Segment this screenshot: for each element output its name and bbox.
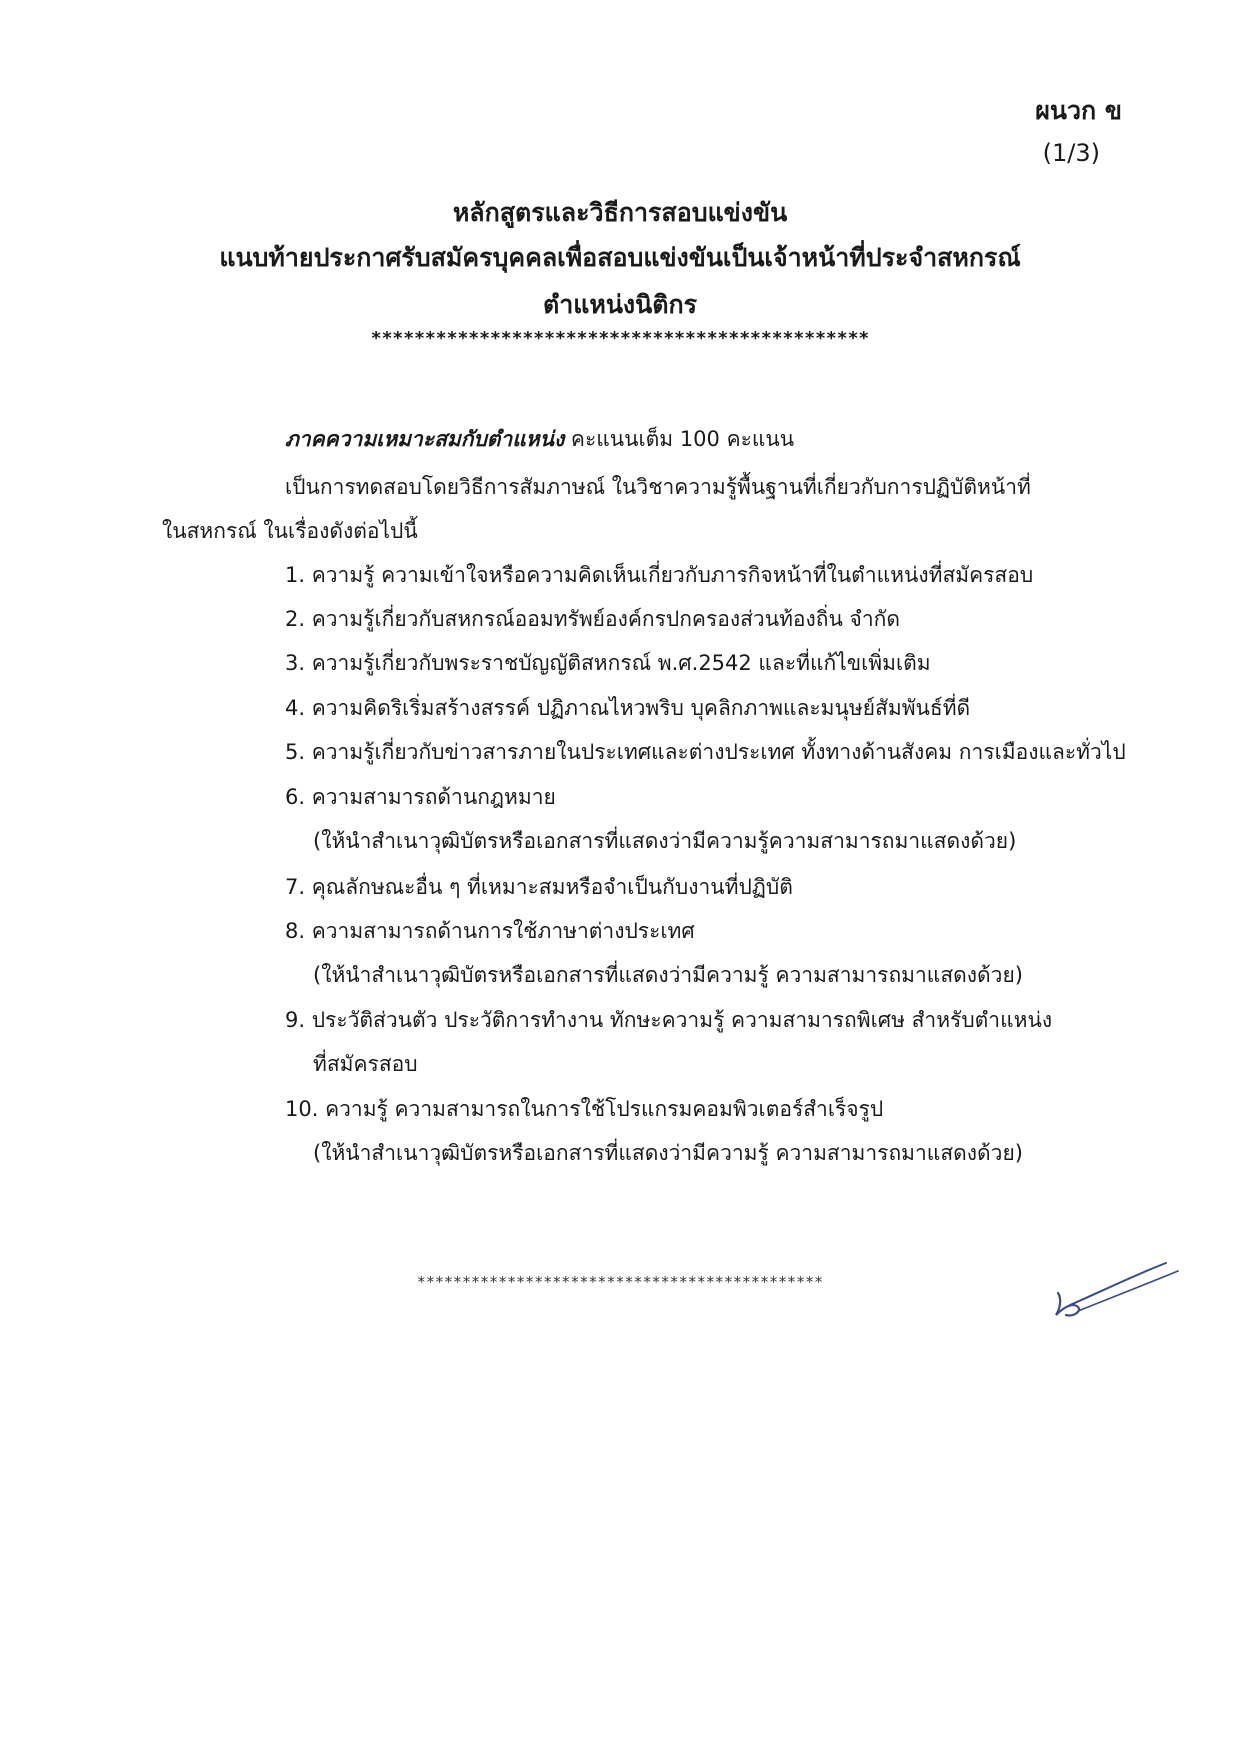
list-item: 2. ความรู้เกี่ยวกับสหกรณ์ออมทรัพย์องค์กรปกครองส่วนท้องถิ่น จำกัด: [285, 607, 900, 631]
list-item-note: (ให้นำสำเนาวุฒิบัตรหรือเอกสารที่แสดงว่ามีความรู้ ความสามารถมาแสดงด้วย): [313, 963, 1023, 987]
list-item: 9. ประวัติส่วนตัว ประวัติการทำงาน ทักษะความรู้ ความสามารถพิเศษ สำหรับตำแหน่ง: [285, 1008, 1053, 1032]
section-heading: [285, 423, 794, 456]
list-item-continuation: ที่สมัครสอบ: [313, 1052, 418, 1076]
document-title: หลักสูตรและวิธีการสอบแข่งขัน: [452, 198, 788, 227]
section-score: คะแนนเต็ม 100 คะแนน: [570, 427, 795, 451]
signature-image: [1048, 1255, 1183, 1325]
list-item: 1. ความรู้ ความเข้าใจหรือความคิดเห็นเกี่ยวกับภารกิจหน้าที่ในตำแหน่งที่สมัครสอบ: [285, 563, 1034, 587]
list-item: 4. ความคิดริเริ่มสร้างสรรค์ ปฏิภาณไหวพริบ บุคลิกภาพและมนุษย์สัมพันธ์ที่ดี: [285, 696, 971, 720]
list-item-note: (ให้นำสำเนาวุฒิบัตรหรือเอกสารที่แสดงว่ามีความรู้ความสามารถมาแสดงด้วย): [313, 829, 1017, 853]
intro-line-1: เป็นการทดสอบโดยวิธีการสัมภาษณ์ ในวิชาความรู้พื้นฐานที่เกี่ยวกับการปฏิบัติหน้าที่: [285, 475, 1031, 499]
position-title: ตำแหน่งนิติกร: [542, 290, 698, 319]
section-heading-label: ภาคความเหมาะสมกับตำแหน่ง: [285, 427, 565, 451]
list-item: 5. ความรู้เกี่ยวกับข่าวสารภายในประเทศและต่างประเทศ ทั้งทางด้านสังคม การเมืองและทั่วไป: [285, 740, 1126, 764]
page-number: (1/3): [1042, 139, 1100, 167]
list-item: 10. ความรู้ ความสามารถในการใช้โปรแกรมคอมพิวเตอร์สำเร็จรูป: [285, 1097, 884, 1121]
separator-top: **********************************************: [370, 328, 870, 349]
list-item: 8. ความสามารถด้านการใช้ภาษาต่างประเทศ: [285, 919, 695, 943]
annex-label: ผนวก ข: [1035, 96, 1122, 125]
list-item: 6. ความสามารถด้านกฎหมาย: [285, 785, 556, 809]
document-subtitle: แนบท้ายประกาศรับสมัครบุคคลเพื่อสอบแข่งขันเป็นเจ้าหน้าที่ประจำสหกรณ์: [219, 243, 1021, 272]
intro-line-2: ในสหกรณ์ ในเรื่องดังต่อไปนี้: [162, 519, 418, 543]
separator-bottom: *********************************************: [416, 1273, 824, 1291]
list-item: 7. คุณลักษณะอื่น ๆ ที่เหมาะสมหรือจำเป็นกับงานที่ปฏิบัติ: [285, 875, 793, 899]
list-item-note: (ให้นำสำเนาวุฒิบัตรหรือเอกสารที่แสดงว่ามีความรู้ ความสามารถมาแสดงด้วย): [313, 1141, 1023, 1165]
list-item: 3. ความรู้เกี่ยวกับพระราชบัญญัติสหกรณ์ พ.ศ.2542 และที่แก้ไขเพิ่มเติม: [285, 651, 931, 675]
